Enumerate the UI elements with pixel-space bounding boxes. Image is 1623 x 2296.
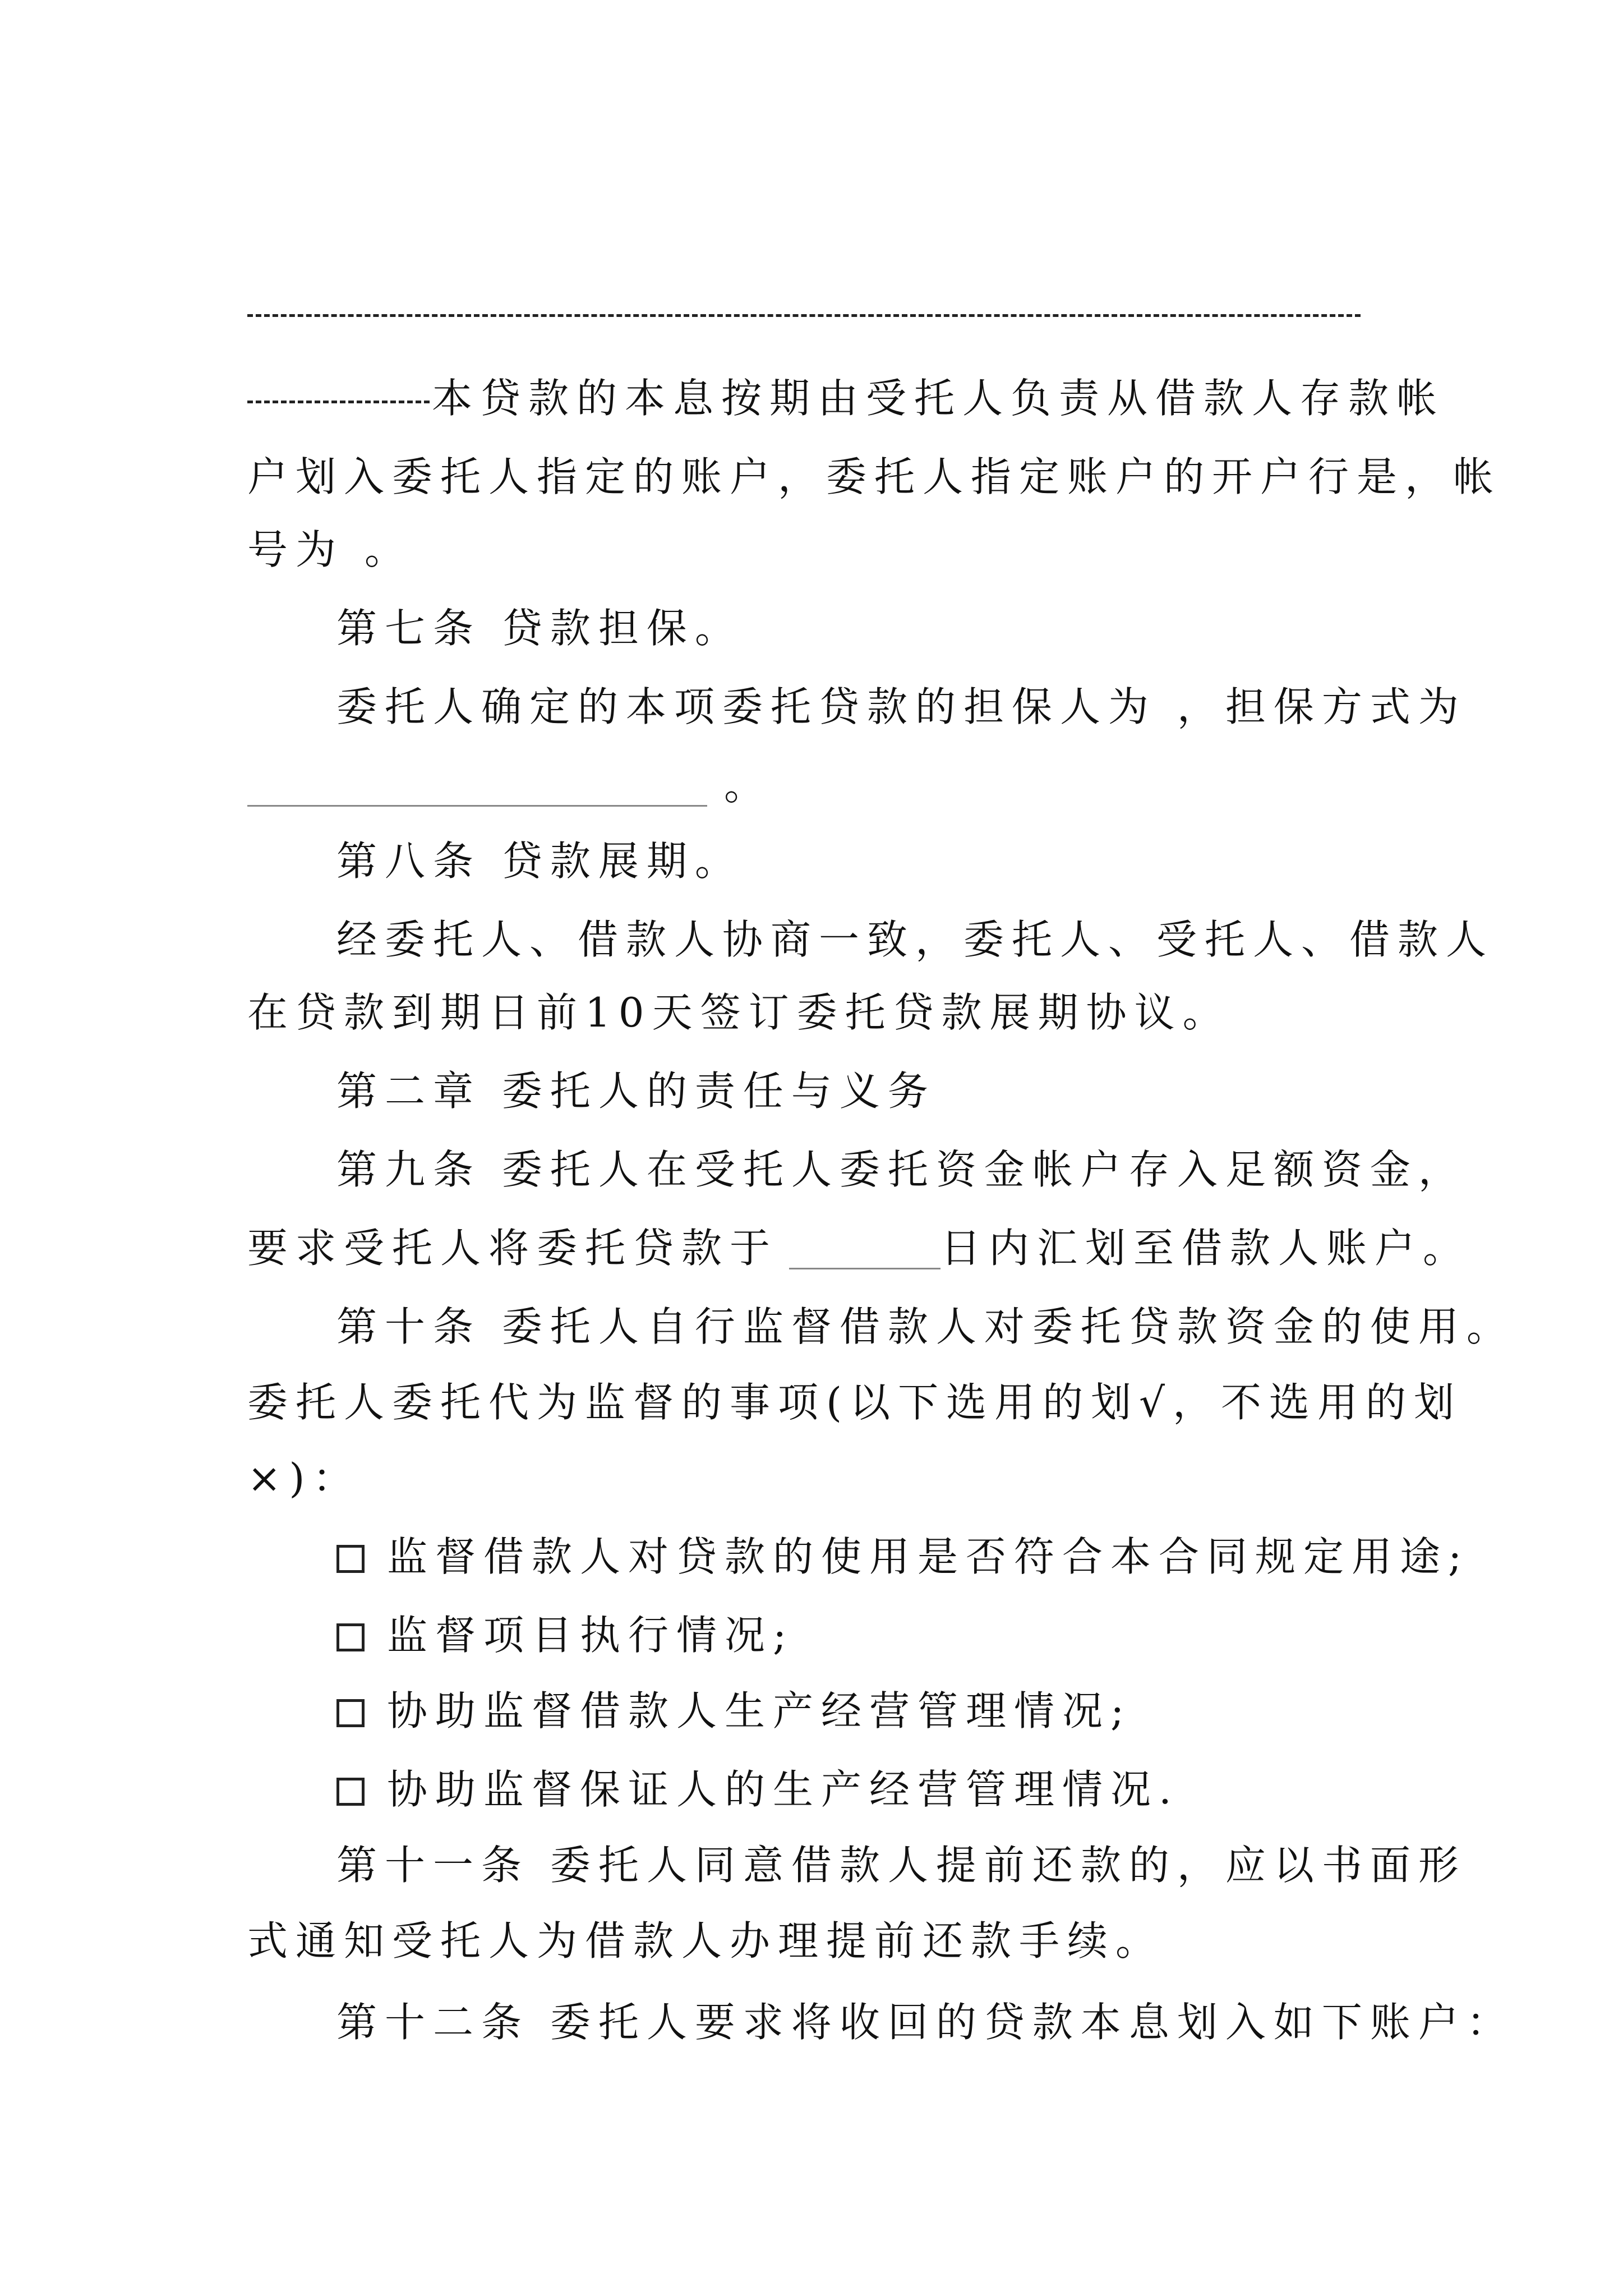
- paragraph-line: [0, 1444, 1623, 1512]
- heading-chapter-2: 第二章 委托人的责任与义务: [336, 1068, 936, 1115]
- paragraph-line: [0, 673, 1623, 740]
- fill-in-blank: [247, 771, 707, 807]
- text-article-9: 第九条 委托人在受托人委托资金帐户存入足额资金，: [336, 1146, 1467, 1193]
- article-heading: [0, 827, 1623, 895]
- checkbox-label: 协助监督保证人的生产经营管理情况.: [387, 1766, 1179, 1813]
- checkbox-item: [0, 1677, 1623, 1745]
- text-period: 。: [724, 762, 773, 809]
- heading-article-7: 第七条 贷款担保。: [336, 605, 743, 652]
- text-transfer-request: 要求受托人将委托贷款于: [247, 1225, 778, 1272]
- checkbox-label: 监督借款人对贷款的使用是否符合本合同规定用途;: [387, 1533, 1470, 1580]
- text-article-11: 第十一条 委托人同意借款人提前还款的，应以书面形: [336, 1842, 1467, 1889]
- text-article-10: 第十条 委托人自行监督借款人对委托贷款资金的使用。: [336, 1303, 1515, 1350]
- text-selection-note: ×)：: [247, 1455, 361, 1502]
- text-designated-account: 户划入委托人指定的账户，委托人指定账户的开户行是，帐: [247, 453, 1502, 500]
- checkbox-label: 监督项目执行情况;: [387, 1612, 795, 1659]
- checkbox-item: [0, 1523, 1623, 1590]
- paragraph-line: [0, 1369, 1623, 1436]
- checkbox[interactable]: [336, 1699, 365, 1727]
- chapter-heading: [0, 1057, 1623, 1125]
- checkbox[interactable]: [336, 1545, 365, 1573]
- checkbox-item: [0, 1602, 1623, 1669]
- paragraph-line: [0, 516, 1623, 583]
- paragraph-line: [0, 1832, 1623, 1899]
- paragraph-line: [0, 1907, 1623, 1975]
- dashed-separator-line: [247, 314, 1361, 317]
- text-extension-agreement: 经委托人、借款人协商一致，委托人、受托人、借款人: [336, 916, 1495, 963]
- checkbox[interactable]: [336, 1623, 365, 1651]
- checkbox[interactable]: [336, 1778, 365, 1806]
- text-article-12: 第十二条 委托人要求将收回的贷款本息划入如下账户：: [336, 1999, 1515, 2046]
- text-early-repayment: 式通知受托人为借款人办理提前还款手续。: [247, 1917, 1164, 1964]
- paragraph-line: [0, 1989, 1623, 2056]
- text-transfer-days: 日内汇划至借款人账户。: [940, 1225, 1472, 1272]
- fill-in-blank: [789, 1234, 940, 1269]
- paragraph-line: [0, 906, 1623, 973]
- paragraph-line: [0, 365, 1623, 432]
- paragraph-line: [0, 1293, 1623, 1360]
- paragraph-line: [0, 752, 1623, 819]
- paragraph-line: [0, 1136, 1623, 1203]
- article-heading: [0, 595, 1623, 662]
- text-extension-deadline: 在贷款到期日前10天签订委托贷款展期协议。: [247, 989, 1231, 1036]
- paragraph-line: [0, 443, 1623, 510]
- dashed-lead-in: [247, 401, 430, 403]
- text-repayment-clause: 本贷款的本息按期由受托人负责从借款人存款帐: [432, 375, 1445, 422]
- paragraph-line: [0, 1214, 1623, 1282]
- text-guarantor: 委托人确定的本项委托贷款的担保人为 ，担保方式为: [336, 683, 1467, 730]
- paragraph-line: [0, 979, 1623, 1046]
- text-account-number: 号为 。: [247, 526, 413, 573]
- checkbox-item: [0, 1756, 1623, 1823]
- checkbox-label: 协助监督借款人生产经营管理情况;: [387, 1687, 1132, 1734]
- text-supervision-matters: 委托人委托代为监督的事项(以下选用的划√，不选用的划: [247, 1379, 1462, 1426]
- heading-article-8: 第八条 贷款展期。: [336, 838, 743, 885]
